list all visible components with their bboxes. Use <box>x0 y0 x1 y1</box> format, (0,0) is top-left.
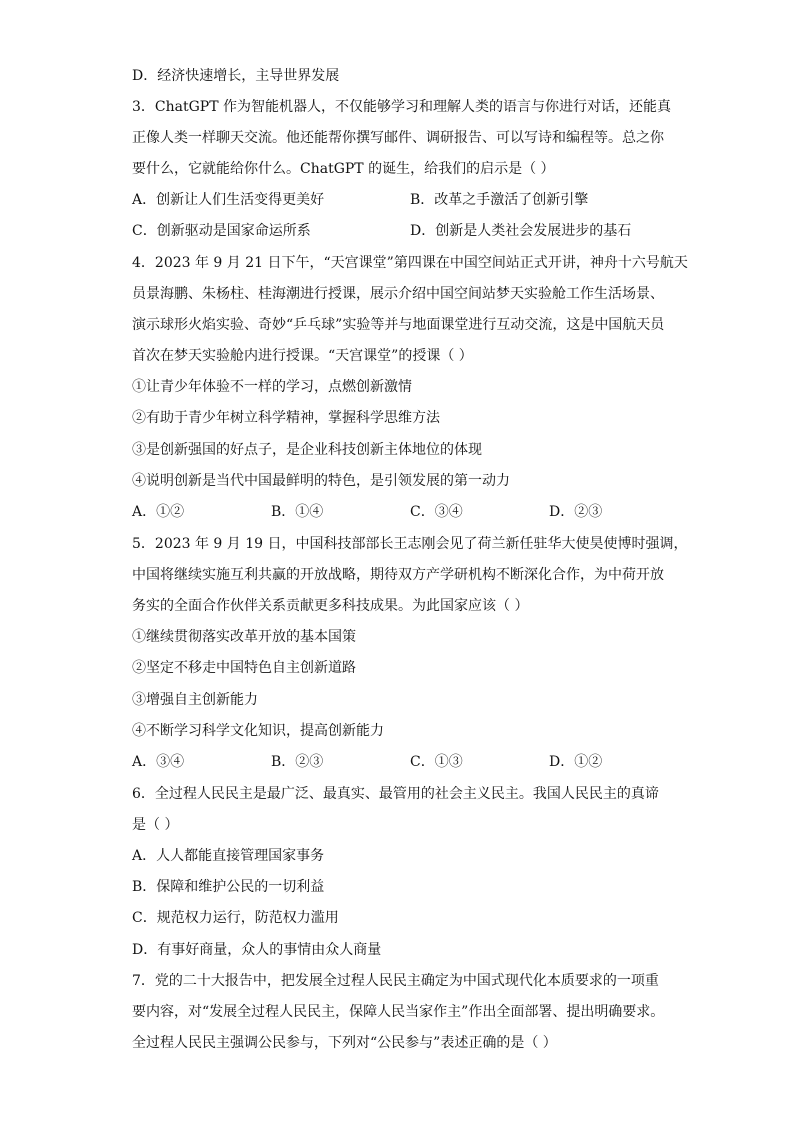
q4-stem-line-4: 首次在梦天实验舱内进行授课。“天宫课堂”的授课（ ） <box>132 348 473 364</box>
q5-statement-3: ③增强自主创新能力 <box>132 692 258 708</box>
q3-stem-line-3: 要什么，它就能给你什么。ChatGPT 的诞生，给我们的启示是（ ） <box>132 161 555 177</box>
q3-stem-line-1: 3．ChatGPT 作为智能机器人，不仅能够学习和理解人类的语言与你进行对话，还能真 <box>132 99 671 115</box>
q5-option-d: D．①② <box>549 754 603 770</box>
q4-stem-line-2: 员景海鹏、朱杨柱、桂海潮进行授课，展示介绍中国空间站梦天实验舱工作生活场景、 <box>132 286 664 302</box>
q4-option-d: D．②③ <box>549 504 603 520</box>
q3-stem-line-2: 正像人类一样聊天交流。他还能帮你撰写邮件、调研报告、可以写诗和编程等。总之你 <box>132 130 664 146</box>
q4-option-b: B．①④ <box>271 504 324 520</box>
q7-stem-line-1: 7．党的二十大报告中，把发展全过程人民民主确定为中国式现代化本质要求的一项重 <box>132 973 659 989</box>
q6-stem-line-2: 是（ ） <box>132 817 179 833</box>
q4-option-a: A．①② <box>132 504 185 520</box>
q3-option-c: C．创新驱动是国家命运所系 <box>132 223 311 239</box>
q5-stem-line-1: 5．2023 年 9 月 19 日，中国科技部部长王志刚会见了荷兰新任驻华大使昊使博时强调， <box>132 536 688 552</box>
q5-stem-line-3: 务实的全面合作伙伴关系贡献更多科技成果。为此国家应该（ ） <box>132 598 529 614</box>
q4-stem-line-1: 4．2023 年 9 月 21 日下午，“天宫课堂”第四课在中国空间站正式开讲，神舟十六号航天 <box>132 255 688 271</box>
q5-option-a: A．③④ <box>132 754 185 770</box>
q4-stem-line-3: 演示球形火焰实验、奇妙“乒乓球”实验等并与地面课堂进行互动交流，这是中国航天员 <box>132 317 665 333</box>
q3-option-a: A．创新让人们生活变得更美好 <box>132 192 325 208</box>
q6-option-c: C．规范权力运行，防范权力滥用 <box>132 910 339 926</box>
q4-statement-4: ④说明创新是当代中国最鲜明的特色，是引领发展的第一动力 <box>132 473 510 489</box>
q4-statement-2: ②有助于青少年树立科学精神，掌握科学思维方法 <box>132 410 440 426</box>
q6-option-b: B．保障和维护公民的一切利益 <box>132 879 325 895</box>
q5-stem-line-2: 中国将继续实施互利共赢的开放战略，期待双方产学研机构不断深化合作，为中荷开放 <box>132 567 664 583</box>
q4-option-c: C．③④ <box>410 504 463 520</box>
q5-statement-4: ④不断学习科学文化知识，提高创新能力 <box>132 723 384 739</box>
q5-statement-2: ②坚定不移走中国特色自主创新道路 <box>132 660 356 676</box>
q6-option-a: A．人人都能直接管理国家事务 <box>132 848 325 864</box>
q2-option-d: D．经济快速增长，主导世界发展 <box>132 68 340 84</box>
q5-option-c: C．①③ <box>410 754 463 770</box>
q3-option-b: B．改革之手激活了创新引擎 <box>410 192 589 208</box>
q7-stem-line-2: 要内容，对“发展全过程人民民主，保障人民当家作主”作出全面部署、提出明确要求。 <box>132 1004 665 1020</box>
q5-statement-1: ①继续贯彻落实改革开放的基本国策 <box>132 629 356 645</box>
q6-stem-line-1: 6．全过程人民民主是最广泛、最真实、最管用的社会主义民主。我国人民民主的真谛 <box>132 786 659 802</box>
q7-stem-line-3: 全过程人民民主强调公民参与，下列对“公民参与”表述正确的是（ ） <box>132 1035 557 1051</box>
q3-option-d: D．创新是人类社会发展进步的基石 <box>410 223 632 239</box>
q4-statement-1: ①让青少年体验不一样的学习，点燃创新激情 <box>132 379 412 395</box>
q4-statement-3: ③是创新强国的好点子，是企业科技创新主体地位的体现 <box>132 442 482 458</box>
q5-option-b: B．②③ <box>271 754 324 770</box>
q6-option-d: D．有事好商量，众人的事情由众人商量 <box>132 942 382 958</box>
